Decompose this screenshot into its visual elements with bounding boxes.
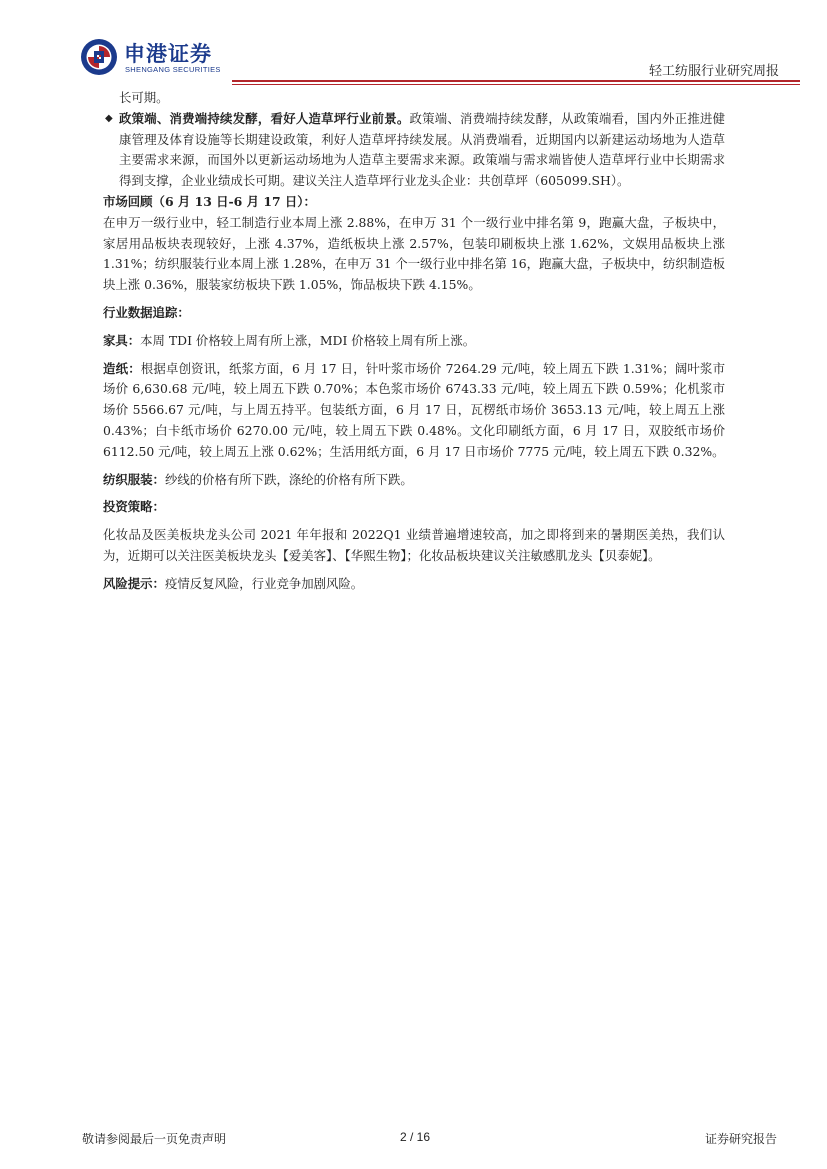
strategy-text: 化妆品及医美板块龙头公司 2021 年年报和 2022Q1 业绩普遍增速较高，加之即将到来的暑期医美热，我们认为，近期可以关注医美板块龙头【爱美客】、【华熙生物】；化妆品板块建议关注敏感肌龙头【贝泰妮】。 xyxy=(103,527,725,563)
footer-disclaimer: 敬请参阅最后一页免责声明 xyxy=(82,1132,227,1146)
risk-paragraph xyxy=(103,574,725,595)
policy-bullet xyxy=(103,109,725,192)
footer-doc-type: 证券研究报告 xyxy=(704,1132,777,1146)
logo-english-name: SHENGANG SECURITIES xyxy=(125,65,221,74)
policy-bold-lead: 政策端、消费端持续发酵，看好人造草坪行业前景。 xyxy=(119,110,410,126)
textile-text: 纱线的价格有所下跌，涤纶的价格有所下跌。 xyxy=(164,471,413,487)
market-review-text: 在申万一级行业中，轻工制造行业本周上涨 2.88%，在申万 31 个一级行业中排名第 9，跑赢大盘，子板块中，家居用品板块表现较好，上涨 4.37%，造纸板块上涨 2.57%，包装印刷板块上涨 1.62%，文娱用品板块上涨 1.31%；纺织服装行业本周上涨 1.28%，在申万 31 个一级行业中排名第 16，跑赢大盘，子板块中，纺织制造板块上涨 0.36%，服装家纺板块下跌 1.05%，饰品板块下跌 4.15%。 xyxy=(103,214,725,293)
page-number: 2 / 16 xyxy=(400,1130,431,1144)
paper-label: 造纸： xyxy=(103,360,141,376)
company-logo xyxy=(80,36,230,80)
industry-data-heading: 行业数据追踪： xyxy=(103,304,190,320)
page-header xyxy=(0,0,827,90)
furniture-text: 本周 TDI 价格较上周有所上涨，MDI 价格较上周有所上涨。 xyxy=(140,332,476,348)
header-divider-thin xyxy=(232,84,800,85)
market-review-heading: 市场回顾（6 月 13 日-6 月 17 日）： xyxy=(103,193,316,209)
furniture-label: 家具： xyxy=(103,332,141,348)
report-type-title: 轻工纺服行业研究周报 xyxy=(648,64,779,79)
header-divider xyxy=(232,80,800,82)
paper-text: 根据卓创资讯，纸浆方面，6 月 17 日，针叶浆市场价 7264.29 元/吨，较上周五下跌 1.31%；阔叶浆市场价 6,630.68 元/吨，较上周五下跌 0.70%；本色浆市场价 6743.33 元/吨，较上周五下跌 0.59%；化机浆市场价 5566.67 元/吨，与上周五持平。包装纸方面，6 月 17 日，瓦楞纸市场价 3653.13 元/吨，较上周五上涨 0.43%；白卡纸市场价 6270.00 元/吨，较上周五下跌 0.48%。文化印刷纸方面，6 月 17 日，双胶纸市场价 6112.50 元/吨，较上周五上涨 0.62%；生活用纸方面，6 月 17 日市场价 7775 元/吨，较上周五下跌 0.32%。 xyxy=(103,360,725,459)
textile-paragraph xyxy=(103,470,725,491)
policy-text: 政策端、消费端持续发酵，从政策端看，国内外正推进健康管理及体育设施等长期建设政策，利好人造草坪持续发展。从消费端看，近期国内以新建运动场地为人造草主要需求来源，而国外以更新运动场地为人造草主要需求来源。政策端与需求端皆使人造草坪行业中长期需求得到支撑，企业业绩成长可期。建议关注人造草坪行业龙头企业：共创草坪（605099.SH）。 xyxy=(119,110,726,189)
page-footer xyxy=(0,1122,827,1152)
strategy-heading: 投资策略： xyxy=(103,499,165,515)
furniture-paragraph xyxy=(103,331,725,352)
logo-chinese-name: 申港证券 xyxy=(124,42,212,66)
logo-emblem-icon xyxy=(80,38,118,76)
report-body xyxy=(103,88,725,595)
paper-paragraph xyxy=(103,359,725,463)
risk-text: 疫情反复风险，行业竞争加剧风险。 xyxy=(164,575,364,591)
continued-line: 长可期。 xyxy=(119,90,169,105)
risk-label: 风险提示： xyxy=(103,575,165,591)
bullet-diamond-icon: ◆ xyxy=(105,112,113,124)
textile-label: 纺织服装： xyxy=(103,471,165,487)
